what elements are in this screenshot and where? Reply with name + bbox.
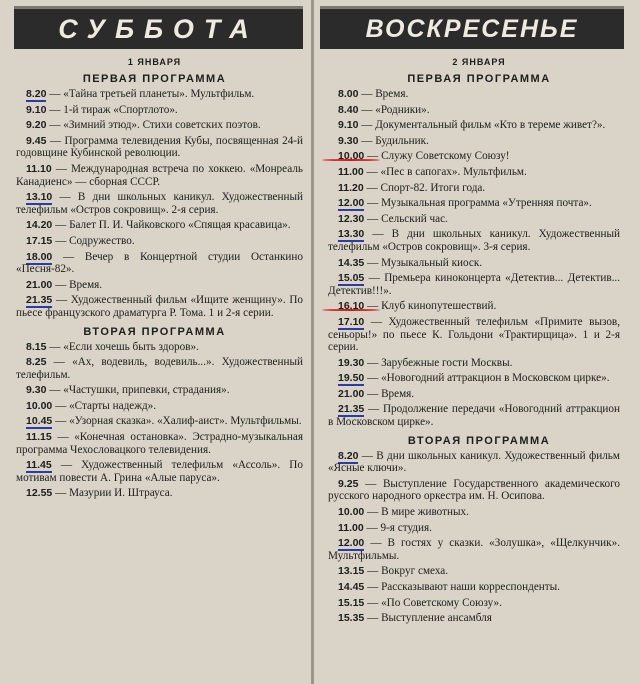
saturday-date: 1 ЯНВАРЯ <box>127 57 182 67</box>
listing-time: 9.20 <box>26 119 47 132</box>
listing-time: 9.10 <box>26 103 47 116</box>
listing-time: 11.00 <box>338 521 364 534</box>
listing-time: 14.20 <box>26 219 53 232</box>
listing-title: — Художественный фильм «Ищите женщину». По пьесе французского драматурга Р. Тома. 1 и 2-я серии. <box>16 294 303 319</box>
listing-time: 13.15 <box>338 565 365 578</box>
listing-item <box>16 191 303 216</box>
listing-title: — «Если хочешь быть здоров». <box>46 340 199 353</box>
listing-time: 12.55 <box>26 487 53 500</box>
listing-time: 8.20 <box>338 449 359 462</box>
listing-time: 8.00 <box>338 88 359 100</box>
listing-title: — Клуб кинопутешествий. <box>364 300 497 313</box>
listing-time: 21.35 <box>26 294 53 307</box>
listing-item <box>328 388 620 401</box>
listing-title: — Международная встреча по хоккею. «Монреаль Канадиенс» — сборная СССР. <box>16 162 303 188</box>
listing-title: — Зарубежные гости Москвы. <box>364 356 513 369</box>
listing-time: 8.20 <box>26 88 47 100</box>
listing-item <box>16 400 303 413</box>
listing-title: — «Новогодний аттракцион в Московском цирке». <box>364 372 610 385</box>
listing-item <box>328 316 620 354</box>
listing-time: 10.00 <box>26 399 53 412</box>
program-list <box>0 341 309 501</box>
listing-item <box>16 88 303 101</box>
listing-item <box>328 257 620 270</box>
program-title: ПЕРВАЯ ПРОГРАММА <box>407 73 551 85</box>
listing-item <box>328 450 620 475</box>
listing-title: — Спорт-82. Итоги года. <box>363 181 486 194</box>
listing-title: — «Старты надежд». <box>52 399 157 412</box>
program-list <box>0 88 309 320</box>
listing-item <box>16 459 303 484</box>
listing-title: — Документальный фильм «Кто в тереме живет?». <box>358 119 606 132</box>
listing-item <box>16 356 303 381</box>
listing-item <box>16 219 303 232</box>
listing-item <box>328 565 620 578</box>
listing-time: 11.00 <box>338 165 364 178</box>
listing-item <box>16 415 303 428</box>
listing-item <box>16 341 303 354</box>
listing-time: 9.30 <box>26 384 47 397</box>
listing-time: 10.45 <box>26 415 53 428</box>
listing-time: 10.00 <box>338 150 365 163</box>
listing-title: — Программа телевидения Кубы, посвященная 24-й годовщине Кубинской революции. <box>16 134 303 160</box>
listing-item <box>328 272 620 297</box>
listing-item <box>16 163 303 188</box>
listing-title: — Сельский час. <box>364 212 448 225</box>
listing-item <box>328 403 620 428</box>
saturday-heading: СУББОТА <box>14 6 303 49</box>
listing-title: — Выступление ансамбля <box>364 612 492 625</box>
listing-time: 18.00 <box>26 250 53 263</box>
listing-title: — «Частушки, припевки, страдания». <box>46 384 230 397</box>
listing-item <box>16 384 303 397</box>
listing-title: — Время. <box>364 387 415 400</box>
listing-time: 13.30 <box>338 228 365 241</box>
listing-time: 14.45 <box>338 581 365 593</box>
listing-title: — Вечер в Концертной студии Останкино «Песня-82». <box>16 250 303 276</box>
listing-time: 19.30 <box>338 356 365 369</box>
listing-item <box>328 228 620 253</box>
listing-item <box>16 251 303 276</box>
listing-time: 19.50 <box>338 372 365 385</box>
listing-time: 21.00 <box>338 387 365 400</box>
listing-title: — Содружество. <box>52 234 135 247</box>
listing-item <box>328 88 620 101</box>
listing-time: 8.15 <box>26 340 47 353</box>
listing-time: 16.10 <box>338 300 365 313</box>
listing-title: — Будильник. <box>358 134 429 147</box>
listing-item <box>16 279 303 292</box>
listing-title: — Время. <box>52 278 103 291</box>
listing-item <box>16 235 303 248</box>
listing-time: 12.00 <box>338 197 365 210</box>
listing-item <box>328 506 620 519</box>
listing-time: 10.00 <box>338 506 365 519</box>
saturday-programs <box>0 73 309 500</box>
listing-item <box>328 597 620 610</box>
listing-title: — В дни школьных каникул. Художественный фильм «Ясные ключи». <box>328 449 620 475</box>
listing-item <box>328 135 620 148</box>
listing-item <box>328 104 620 117</box>
listing-item <box>16 135 303 160</box>
listing-item <box>328 182 620 195</box>
program-list <box>318 88 640 429</box>
listing-title: — Музыкальный киоск. <box>364 256 483 269</box>
sunday-date: 2 ЯНВАРЯ <box>452 57 506 67</box>
program-title: ВТОРАЯ ПРОГРАММА <box>407 434 551 447</box>
listing-time: 11.10 <box>26 162 52 175</box>
listing-item <box>16 104 303 117</box>
listing-item <box>16 487 303 500</box>
listing-title: — Продолжение передачи «Новогодний аттракцион в Московском цирке». <box>328 403 620 429</box>
listing-time: 11.45 <box>26 459 52 472</box>
listing-item <box>328 213 620 226</box>
listing-title: — В гостях у сказки. «Золушка», «Щелкунчик». Мультфильмы. <box>328 537 620 562</box>
listing-time: 11.15 <box>26 431 52 444</box>
listing-item <box>16 119 303 132</box>
listing-title: — «Родники». <box>358 103 430 116</box>
listing-title: — «Ах, водевиль, водевиль...». Художественный телефильм. <box>16 356 303 381</box>
listing-title: — Вокруг смеха. <box>364 565 449 578</box>
listing-time: 14.35 <box>338 256 365 269</box>
listing-title: — Время. <box>358 88 409 100</box>
listing-item <box>328 300 620 313</box>
program-title: ВТОРАЯ ПРОГРАММА <box>83 325 226 338</box>
column-divider <box>311 0 314 684</box>
listing-title: — 1-й тираж «Спортлото». <box>46 103 178 116</box>
listing-time: 21.00 <box>26 278 53 291</box>
listing-time: 17.10 <box>338 315 365 328</box>
listing-item <box>328 357 620 370</box>
listing-time: 9.25 <box>338 477 359 490</box>
listing-time: 15.35 <box>338 612 365 625</box>
saturday-column <box>0 0 309 503</box>
listing-title: — Балет П. И. Чайковского «Спящая красавица». <box>52 219 291 232</box>
listing-title: — Музыкальная программа «Утренняя почта». <box>364 197 592 210</box>
listing-title: — «Зимний этюд». Стихи советских поэтов. <box>46 119 261 132</box>
listing-time: 12.30 <box>338 212 365 225</box>
listing-title: — 9-я студия. <box>363 521 432 534</box>
listing-time: 8.40 <box>338 103 359 116</box>
listing-title: — В мире животных. <box>364 506 469 519</box>
listing-title: — В дни школьных каникул. Художественный телефильм «Остров сокровищ». 3-я серия. <box>328 228 620 253</box>
listing-item <box>328 478 620 503</box>
listing-item <box>328 537 620 562</box>
listing-title: — Премьера киноконцерта «Детектив... Детектив... Детектив!!!». <box>328 272 620 297</box>
sunday-column <box>318 0 640 628</box>
listing-time: 9.10 <box>338 119 359 132</box>
listing-title: — «Узорная сказка». «Халиф-аист». Мультфильмы. <box>52 415 302 428</box>
listing-item <box>16 294 303 319</box>
listing-title: — «По Советскому Союзу». <box>364 596 502 609</box>
listing-item <box>328 166 620 179</box>
sunday-heading: ВОСКРЕСЕНЬЕ <box>320 6 624 49</box>
listing-title: — Служу Советскому Союзу! <box>364 150 510 163</box>
listing-item <box>16 431 303 456</box>
listing-item <box>328 372 620 385</box>
listing-time: 12.00 <box>338 537 365 550</box>
listing-item <box>328 150 620 163</box>
listing-time: 21.35 <box>338 403 365 416</box>
listing-title: — Художественный телефильм «Примите вызов, сеньоры!» по пьесе К. Гольдони «Трактирщица». 1 и 2-я серии. <box>328 315 620 354</box>
listing-title: — В дни школьных каникул. Художественный телефильм «Остров сокровищ». 2-я серия. <box>16 191 303 216</box>
listing-title: — Мазурии И. Штрауса. <box>52 487 173 500</box>
listing-item <box>328 612 620 625</box>
listing-time: 11.20 <box>338 181 364 194</box>
program-list <box>318 450 640 625</box>
listing-item <box>328 197 620 210</box>
listing-title: — «Конечная остановка». Эстрадно-музыкальная программа Чехословацкого телевидения. <box>16 431 303 456</box>
listing-time: 13.10 <box>26 191 53 204</box>
listing-time: 9.45 <box>26 134 47 147</box>
listing-item <box>328 581 620 594</box>
sunday-programs <box>318 73 640 625</box>
listing-item <box>328 119 620 132</box>
listing-title: — Выступление Государственного академического русского народного оркестра им. Н. Осипова. <box>328 477 620 503</box>
listing-title: — Рассказывают наши корреспонденты. <box>364 581 560 593</box>
listing-title: — Художественный телефильм «Ассоль». По мотивам повести А. Грина «Алые паруса». <box>16 459 303 484</box>
listing-title: — «Тайна третьей планеты». Мультфильм. <box>46 88 255 100</box>
listing-time: 15.05 <box>338 272 365 285</box>
listing-time: 15.15 <box>338 596 365 609</box>
listing-title: — «Пес в сапогах». Мультфильм. <box>363 165 527 178</box>
program-title: ПЕРВАЯ ПРОГРАММА <box>82 73 227 85</box>
listing-time: 17.15 <box>26 234 53 247</box>
listing-time: 8.25 <box>26 356 47 369</box>
listing-time: 9.30 <box>338 134 359 147</box>
listing-item <box>328 522 620 535</box>
